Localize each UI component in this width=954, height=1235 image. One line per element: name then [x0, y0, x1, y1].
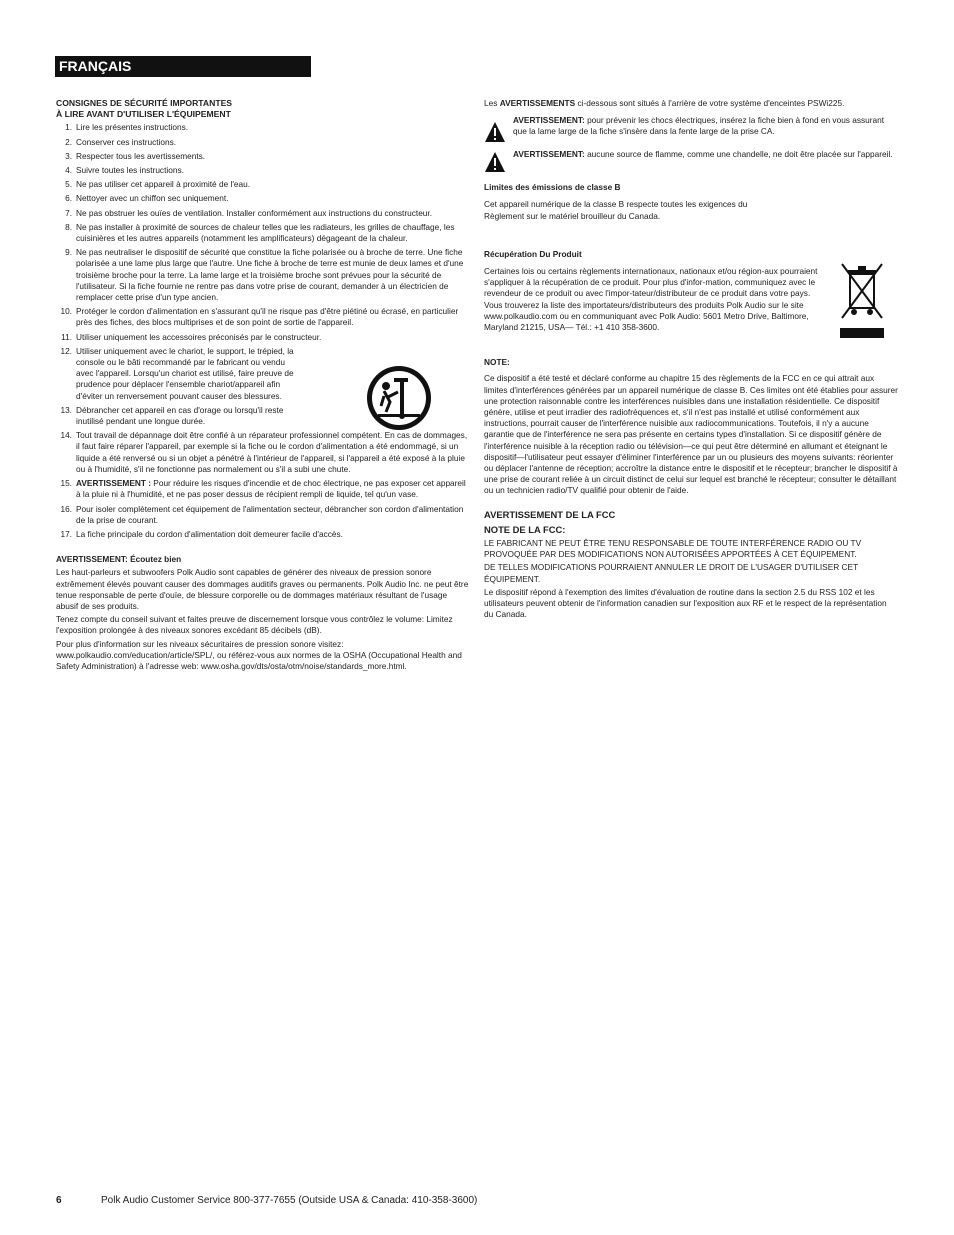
- list-item: 11. Utiliser uniquement les accessoires préconisés par le constructeur.: [61, 331, 322, 342]
- warning-label: AVERTISSEMENT :: [76, 478, 151, 489]
- left-column: [56, 98, 470, 674]
- page-number: 6: [56, 1195, 62, 1206]
- class-b-text: Cet appareil numérique de la classe B respecte toutes les exigences du Règlement sur le matériel brouilleur du Canada.: [484, 199, 748, 221]
- list-item: 6. Nettoyer avec un chiffon sec uniquement.: [65, 193, 229, 204]
- fcc-paragraph: Le dispositif répond à l'exemption des limites d'évaluation de routine dans la section 2.5 du RSS 102 et les utilisateurs peuvent obtenir de l'information canadien sur l'exposition aux RF et le respect de la représentation du Canada.: [484, 586, 887, 620]
- warnings-intro: Les AVERTISSEMENTS ci-dessous sont situés à l'arrière de votre système d'enceintes PSWi225.: [484, 98, 845, 108]
- list-item: 15. AVERTISSEMENT : Pour réduire les risques d'incendie et de choc électrique, ne pas exposer cet appareil à la pluie ni à l'humidité, et ne pas poser dessus de récipient rempli de liquide, tel qu'un vase.: [60, 478, 466, 500]
- class-b-title: Limites des émissions de classe B: [484, 182, 621, 193]
- hearing-warning-title: AVERTISSEMENT: Écoutez bien: [56, 554, 182, 565]
- instruction-list-continued: [56, 346, 470, 540]
- list-item: 13. Débrancher cet appareil en cas d'orage ou lorsqu'il reste inutilisé pendant une longue durée.: [60, 404, 284, 427]
- note-text: Ce dispositif a été testé et déclaré conforme au chapitre 15 des règlements de la FCC en ce qui attrait aux limites d'interférences générées par un appareil numérique de classe B. Ces limites ont été établies pour assurer une protection raisonnable contre les interférences nuisibles dans une installation résidentielle. Ce dispositif génère, utilise et peut irradier des radiofréquences et, s'il n'est pas installé et utilisé conformément aux instructions, pourrait causer de l'interférence nuisible aux radiocommunications. Toutefois, il n'y a aucune garantie que de l'interférence ne sera pas présente en certains types d'installation. Si ce dispositif génère de l'interférence nuisible à la réception radio ou télévision—ce qui peut être déterminé en allumant et éteignant le dispositif—l'utilisateur peut essayer d'éliminer l'interférence par un ou plusieurs des moyens suivants: réorienter ou déplacer l'antenne de réception; accroître la distance entre le dispositif et le récepteur; brancher le dispositif à une prise de courant reliée à un circuit distinct de celui sur lequel est branché le récepteur; consulter le détaillant ou un technicien radio/TV qualifié pour obtenir de l'aide.: [484, 373, 898, 496]
- flame-warning: AVERTISSEMENT: aucune source de flamme, comme une chandelle, ne doit être placée sur l'appareil.: [484, 149, 898, 173]
- hearing-warning-paragraph: Tenez compte du conseil suivant et faites preuve de discernement lorsque vous contrôlez le volume: Limitez l'exposition prolongée à des niveaux sonores excédant 85 décibels (dB).: [56, 614, 453, 636]
- warning-triangle-icon: [484, 121, 506, 143]
- list-item: 12. Utiliser uniquement avec le chariot, le support, le trépied, la console ou le bâti recommandé par le fabricant ou vendu avec l'appareil. Lorsqu'un chariot est utilisé, faire preuve de prudence pour déplacer l'ensemble chariot/appareil afin d'éviter un renversement pouvant causer des blessures.: [56, 346, 470, 402]
- page-footer: [56, 1195, 477, 1206]
- shock-warning: AVERTISSEMENT: pour prévenir les chocs électriques, insérez la fiche bien à fond en vous assurant que la lame large de la fiche s'insère dans la fente large de la prise CA.: [484, 115, 898, 143]
- safety-title-2: À LIRE AVANT D'UTILISER L'ÉQUIPEMENT: [56, 109, 231, 120]
- list-item: 9. Ne pas neutraliser le dispositif de sécurité que constitue la fiche polarisée ou à broche de terre. Une fiche polarisée a une lame plus large que l'autre. Une fiche à broche de terre est munie de deux lames et d'une troisième broche pour la terre. La lame large et la troisième broche sont prévues pour la sécurité de l'utilisateur. Si la fiche fournie ne rentre pas dans votre prise de courant, demander à un électricien de remplacer cette prise d'un type ancien.: [65, 247, 464, 303]
- safety-title-1: CONSIGNES DE SÉCURITÉ IMPORTANTES: [56, 98, 233, 108]
- list-item: 8. Ne pas installer à proximité de sources de chaleur telles que les radiateurs, les grilles de chauffage, les cuisinières et les autres appareils (notamment les amplificateurs) dégageant de la chaleur.: [65, 221, 455, 244]
- list-item: 7. Ne pas obstruer les ouïes de ventilation. Installer conformément aux instructions du constructeur.: [65, 207, 433, 218]
- hearing-warning-paragraph: Les haut-parleurs et subwoofers Polk Audio sont capables de générer des niveaux de pression sonore extrêmement élevés pouvant causer des dommages auditifs graves ou permanents. Polk Audio Inc. ne peut être tenue responsable de perte d'ouïe, de blessure corporelle ou de dommages matériaux résultant de l'usage abusif de ses produits.: [56, 567, 469, 611]
- fcc-paragraph: LE FABRICANT NE PEUT ÊTRE TENU RESPONSABLE DE TOUTE INTERFÉRENCE RADIO OU TV PROVOQUÉE PAR DES MODIFICATIONS NON AUTORISÉES APPORTÉES À CET ÉQUIPEMENT.: [484, 538, 862, 560]
- list-item: 14. Tout travail de dépannage doit être confié à un réparateur professionnel compétent. En cas de dommages, il faut faire réparer l'appareil, par exemple si la fiche ou le cordon d'alimentation a été endommagé, si un liquide a été renversé ou si un objet a pénétré à l'intérieur de l'appareil, si l'appareil a été exposé à la pluie ou à l'humidité, s'il ne fonctionne pas normalement ou s'il a subi une chute.: [60, 430, 468, 474]
- weee-crossed-bin-icon: [840, 262, 884, 344]
- list-item: 17. La fiche principale du cordon d'alimentation doit demeurer facile d'accès.: [60, 528, 343, 539]
- note-title: NOTE:: [484, 357, 510, 368]
- hearing-warning-paragraph: Pour plus d'information sur les niveaux sécuritaires de pression sonore visitez: www.polkaudio.com/education/article/SPL/, ou référez-vous aux normes de la OSHA (Occupational Health and Safety Administration) à l'adresse web: www.osha.gov/dts/osta/otm/noise/standards_more.html.: [56, 638, 462, 671]
- recycling-section: [484, 266, 898, 333]
- recycling-title: Récupération Du Produit: [484, 248, 582, 259]
- list-item: 4. Suivre toutes les instructions.: [65, 165, 184, 176]
- list-item: 3. Respecter tous les avertissements.: [65, 150, 206, 161]
- list-item: 2. Conserver ces instructions.: [65, 136, 177, 147]
- right-column: [484, 98, 898, 623]
- cart-tipover-warning-icon: [364, 364, 434, 432]
- list-item: 1. Lire les présentes instructions.: [65, 122, 189, 133]
- fcc-warning-title: AVERTISSEMENT DE LA FCC: [484, 508, 616, 520]
- fcc-note-title: NOTE DE LA FCC:: [484, 523, 566, 535]
- fcc-paragraph: DE TELLES MODIFICATIONS POURRAIENT ANNULER LE DROIT DE L'USAGER D'UTILISER CET ÉQUIPEMENT.: [484, 562, 858, 584]
- customer-service-line: Polk Audio Customer Service 800-377-7655 (Outside USA & Canada: 410-358-3600): [101, 1195, 478, 1206]
- list-item: 16. Pour isoler complètement cet équipement de l'alimentation secteur, débrancher son cordon d'alimentation de la prise de courant.: [60, 503, 464, 525]
- list-item: 5. Ne pas utiliser cet appareil à proximité de l'eau.: [65, 179, 251, 190]
- list-item: 10. Protéger le cordon d'alimentation en s'assurant qu'il ne risque pas d'être piétiné ou écrasé, en particulier près des fiches, des blocs multiprises et de son point de sortie de l'appareil.: [60, 306, 459, 328]
- language-heading: FRANÇAIS: [55, 56, 311, 77]
- instruction-list: [56, 122, 470, 342]
- recycling-text: Certaines lois ou certains règlements internationaux, nationaux et/ou région-aux pourraient s'appliquer à la récupération de ce produit. Pour plus d'infor-mation, communiquez avec le revendeur de ce produit ou avec l'impor-tateur/distributeur de ce produit dans votre pays. Vous trouverez la liste des importateurs/distributeurs des produits Polk Audio sur le site www.polkaudio.com ou en communiquant avec Polk Audio: 5601 Metro Drive, Baltimore, Maryland 21215, USA— Tél.: +1 410 358-3600.: [484, 266, 818, 333]
- warning-triangle-icon: [484, 151, 506, 173]
